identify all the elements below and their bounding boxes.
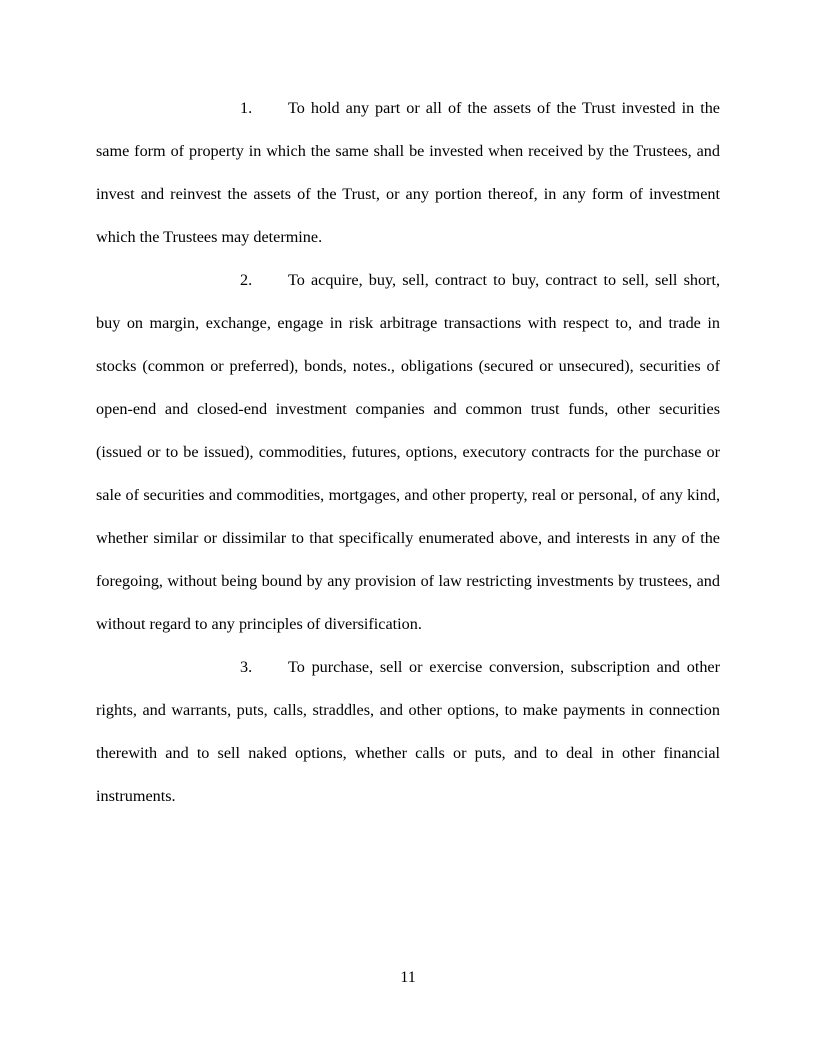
paragraph-3 (96, 646, 720, 818)
paragraph-text: To hold any part or all of the assets of the Trust invested in the same form of property in which the same shall be invested when received by the Trustees, and invest and reinvest the assets of the Trust, or any portion thereof, in any form of investment which the Trustees may determine. (96, 99, 720, 246)
page-number: 11 (400, 968, 416, 986)
paragraph-text: To purchase, sell or exercise conversion, subscription and other rights, and warrants, puts, calls, straddles, and other options, to make payments in connection therewith and to sell naked options, whether calls or puts, and to deal in other financial instruments. (96, 658, 720, 805)
paragraph-number: 3. (240, 658, 253, 676)
paragraph-2 (96, 259, 720, 646)
paragraph-number: 1. (240, 99, 253, 117)
paragraph-text: To acquire, buy, sell, contract to buy, contract to sell, sell short, buy on margin, exchange, engage in risk arbitrage transactions with respect to, and trade in stocks (common or preferred), bonds, notes., obligations (secured or unsecured), securities of open-end and closed-end investment companies and common trust funds, other securities (issued or to be issued), commodities, futures, options, executory contracts for the purchase or sale of securities and commodities, mortgages, and other property, real or personal, of any kind, whether similar or dissimilar to that specifically enumerated above, and interests in any of the foregoing, without being bound by any provision of law restricting investments by trustees, and without regard to any principles of diversification. (96, 271, 720, 633)
paragraph-number: 2. (240, 271, 253, 289)
document-body (96, 87, 720, 818)
paragraph-1 (96, 87, 720, 259)
